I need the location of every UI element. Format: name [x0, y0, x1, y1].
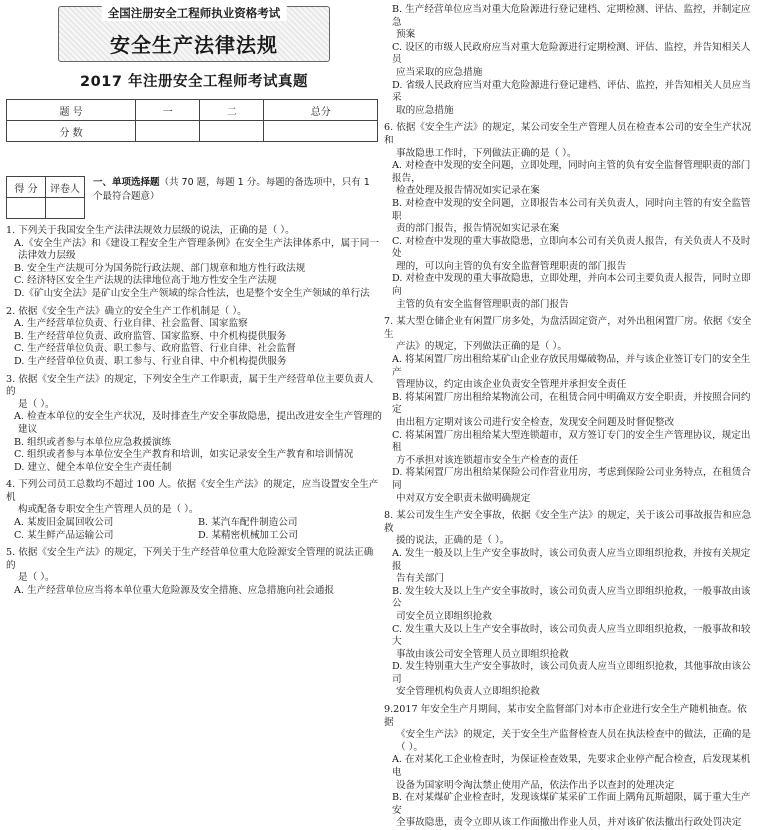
- answer-option: B. 生产经营单位负责、政府监管、国家监察、中介机构提供服务: [14, 330, 287, 342]
- left-question-list: [6, 225, 382, 598]
- banner-subject: 安全生产法律法规: [110, 33, 278, 57]
- answer-option-cont: 应当采取的应急措施: [396, 66, 483, 78]
- answer-option: D.《矿山安全法》是矿山安全生产领域的综合性法，也是整个安全生产领域的单行法: [14, 287, 370, 299]
- answer-option-cont: 事故由该公司安全管理人员立即组织抢救: [396, 648, 569, 660]
- answer-option: A. 在对某化工企业检查时，为保证检查效果，先要求企业停产配合检查，后发现某机电: [392, 754, 751, 779]
- question-stem-cont: 是（ ）。: [18, 572, 55, 584]
- answer-option: D. 生产经营单位负责、职工参与、行业自律、中介机构提供服务: [14, 355, 287, 367]
- answer-option: C. 生产经营单位负责、职工参与、政府监管、行业自律、社会监督: [14, 343, 296, 355]
- answer-option: B. 某汽车配件制造公司: [198, 517, 298, 529]
- answer-option: B. 生产经营单位应当对重大危险源进行登记建档、定期检测、评估、监控，并制定应急: [392, 4, 751, 28]
- banner-exam-name: 全国注册安全工程师执业资格考试: [102, 5, 287, 21]
- question-block: [6, 479, 382, 542]
- score-cell: 一: [136, 100, 200, 121]
- answer-option-cont: 方不承担对该连锁超市安全生产检查的责任: [396, 454, 579, 466]
- question-stem: 4. 下列公司员工总数均不超过 100 人。依据《安全生产法》的规定，应当设置安全生产机: [6, 479, 379, 503]
- answer-option: D. 某精密机械加工公司: [198, 529, 298, 541]
- answer-option: D. 建立、健全本单位安全生产责任制: [14, 461, 172, 473]
- answer-option-cont: 管理协议，约定由该企业负责安全管理并承担安全责任: [396, 379, 627, 391]
- answer-option-cont: 由出租方定期对该公司进行安全检查，发现安全问题及时督促整改: [396, 417, 675, 428]
- exam-title: 2017 年注册安全工程师考试真题: [80, 74, 308, 90]
- answer-option: C. 经济特区安全生产法规的法律地位高于地方性安全生产法规: [14, 275, 277, 287]
- question-stem-cont: 事故隐患工作时，下列做法正确的是（ ）。: [396, 147, 577, 159]
- answer-option-cont: 司安全员立即组织抢救: [396, 610, 492, 622]
- question-stem: 2. 依据《安全生产法》确立的安全生产工作机制是（ ）。: [6, 305, 247, 317]
- score-table-header-row: [7, 100, 378, 121]
- answer-option-cont: 预案: [396, 29, 416, 41]
- answer-option: B. 对检查中发现的安全问题，立即报告本公司有关负责人，同时向主管的有安全监管职: [392, 197, 751, 222]
- section-heading: 一、单项选择题: [93, 177, 160, 188]
- score-cell: [264, 121, 378, 142]
- answer-option: C. 设区的市级人民政府应当对重大危险源进行定期检测、评估、监控，并告知相关人员: [392, 41, 751, 66]
- right-column: [384, 4, 756, 830]
- answer-option: D. 对检查中发现的重大事故隐患，立即处理，并向本公司主要负责人报告，同时立即向: [392, 273, 751, 298]
- answer-option-cont: 取的应急措施: [396, 104, 454, 116]
- answer-option: B. 将某闲置厂房出租给某物流公司，在租赁合同中明确双方安全职责，并按照合同约定: [392, 391, 751, 416]
- answer-option: B. 组织或者参与本单位应急救援演练: [14, 436, 172, 448]
- answer-option: A.《安全生产法》和《建设工程安全生产管理条例》在安全生产法律体系中，属于同一: [14, 237, 379, 249]
- section-header: [6, 176, 382, 219]
- answer-option-cont: 全事故隐患，责令立即从该工作面撤出作业人员，并对该矿依法撤出行政处罚决定: [396, 817, 742, 829]
- answer-option-cont: 中对双方安全职责未做明确规定: [396, 492, 531, 504]
- question-stem-cont: 《安全生产法》的规定，关于安全生产监督检查人员在执法检查中的做法，正确的是（ ）。: [396, 729, 751, 753]
- answer-option: A. 对检查中发现的安全问题，立即处理，同时向主管的负有安全监督管理职责的部门报告，: [392, 160, 751, 184]
- grader-score-value: [7, 198, 46, 219]
- question-stem-cont: 产法》的规定，下列做法正确的是（ ）。: [396, 341, 567, 353]
- score-cell: 题 号: [7, 100, 136, 121]
- question-stem: 5. 依据《安全生产法》的规定，下列关于生产经营单位重大危险源安全管理的说法正确的: [6, 547, 374, 571]
- right-question-list: [384, 4, 756, 830]
- answer-option: D. 发生特别重大生产安全事故时，该公司负责人应当立即组织抢救，其他事故由该公司: [392, 661, 751, 685]
- question-stem-cont: 是（ ）。: [18, 398, 55, 410]
- answer-option: B. 安全生产法规可分为国务院行政法规、部门规章和地方性行政法规: [14, 262, 306, 274]
- question-block: [384, 316, 756, 505]
- answer-option: A. 生产经营单位负责、行业自律、社会监督、国家监察: [14, 318, 248, 330]
- question-stem: 9.2017 年安全生产月期间，某市安全监督部门对本市企业进行安全生产随机抽查。依据: [384, 704, 747, 728]
- answer-option: A. 发生一般及以上生产安全事故时，该公司负责人应当立即组织抢救，并按有关规定报: [392, 547, 751, 572]
- question-stem: 8. 某公司发生生产安全事故，依据《安全生产法》的规定，关于该公司事故报告和应急救: [384, 510, 752, 534]
- section-rules: （共 70 题，每题 1 分。每题的备选项中，只有 1 个最符合题意）: [93, 177, 370, 202]
- answer-option-cont: 理的，可以向主管的负有安全监督管理职责的部门报告: [396, 260, 627, 272]
- question-block: [384, 510, 756, 699]
- answer-option: C. 某生鲜产品运输公司: [14, 529, 114, 541]
- answer-option-cont: 安全管理机构负责人立即组织抢救: [396, 686, 540, 698]
- answer-option: C. 组织或者参与本单位安全生产教育和培训，如实记录安全生产教育和培训情况: [14, 449, 354, 461]
- answer-option: A. 生产经营单位应当将本单位重大危险源及安全措施、应急措施向社会通报: [14, 585, 335, 597]
- question-stem: 3. 依据《安全生产法》的规定，下列安全生产工作职责，属于生产经营单位主要负责人的: [6, 373, 374, 398]
- question-stem-cont: 构或配备专职安全生产管理人员的是（ ）。: [18, 504, 199, 516]
- grader-score-label: 得 分: [7, 177, 46, 198]
- answer-option: D. 省级人民政府应当对重大危险源进行登记建档、评估、监控，并告知相关人员应当采: [392, 79, 751, 104]
- answer-option: C. 将某闲置厂房出租给某大型连锁超市，双方签订专门的安全生产管理协议，规定出租: [392, 429, 751, 454]
- answer-option: A. 某废旧金属回收公司: [14, 517, 114, 529]
- section-instructions: [93, 176, 382, 204]
- question-stem: 6. 依据《安全生产法》的规定，某公司安全生产管理人员在检查本公司的安全生产状况和: [384, 122, 752, 146]
- answer-option-cont: 法律效力层级: [18, 250, 76, 262]
- answer-option-cont: 告有关部门: [396, 573, 444, 585]
- answer-option: A. 将某闲置厂房出租给某矿山企业存放民用爆破物品，并与该企业签订专门的安全生产: [392, 354, 751, 378]
- answer-option: B. 在对某煤矿企业检查时，发现该煤矿某采矿工作面上隅角瓦斯超限，属于重大生产安: [392, 792, 751, 816]
- score-cell: [200, 121, 264, 142]
- question-block: [6, 306, 382, 369]
- answer-option-row: [6, 530, 382, 543]
- answer-option: B. 发生较大及以上生产安全事故时，该公司负责人应当立即组织抢救，一般事故由该公: [392, 585, 751, 610]
- score-cell: 二: [200, 100, 264, 121]
- question-block: [384, 122, 756, 311]
- answer-option-cont: 主管的负有安全监督管理职责的部门报告: [396, 298, 569, 310]
- answer-option: D. 将某闲置厂房出租给某保险公司作营业用房，考虑到保险公司业务特点，在租赁合同: [392, 467, 751, 491]
- grader-table: [6, 176, 85, 219]
- answer-option: C. 对检查中发现的重大事故隐患，立即向本公司有关负责人报告，有关负责人不及时处: [392, 235, 751, 260]
- answer-option-cont: 设备为国家明令淘汰禁止使用产品，依法作出予以查封的处理决定: [396, 779, 675, 791]
- left-column: [6, 4, 382, 598]
- question-block: [6, 547, 382, 597]
- score-cell: 分 数: [7, 121, 136, 142]
- title-banner: [58, 6, 330, 62]
- answer-option-cont: 检查处理及报告情况如实记录在案: [396, 185, 540, 197]
- question-block: [6, 374, 382, 475]
- answer-option-row: [6, 517, 382, 530]
- score-cell: [136, 121, 200, 142]
- question-block: [6, 225, 382, 301]
- question-stem: 1. 下列关于我国安全生产法律法规效力层级的说法，正确的是（ ）。: [6, 225, 295, 236]
- score-table: [6, 99, 378, 142]
- question-block: [384, 704, 756, 830]
- answer-option-cont: 建议: [18, 423, 38, 435]
- answer-option: A. 检查本单位的安全生产状况，及时排查生产安全事故隐患，提出改进安全生产管理的: [14, 411, 382, 423]
- grader-reviewer-label: 评卷人: [46, 177, 85, 198]
- score-cell: 总分: [264, 100, 378, 121]
- answer-option: C. 发生重大及以上生产安全事故时，该公司负责人应当立即组织抢救，一般事故和较大: [392, 623, 751, 648]
- answer-option-cont: 责的部门报告，报告情况如实记录在案: [396, 223, 560, 235]
- score-table-value-row: [7, 121, 378, 142]
- question-stem-cont: 援的说法，正确的是（ ）。: [396, 535, 510, 547]
- question-block: [384, 4, 756, 117]
- grader-reviewer-value: [46, 198, 85, 219]
- question-stem: 7. 某大型仓储企业有闲置厂房多处，为盘活固定资产，对外出租闲置厂房。依据《安全生: [384, 316, 752, 340]
